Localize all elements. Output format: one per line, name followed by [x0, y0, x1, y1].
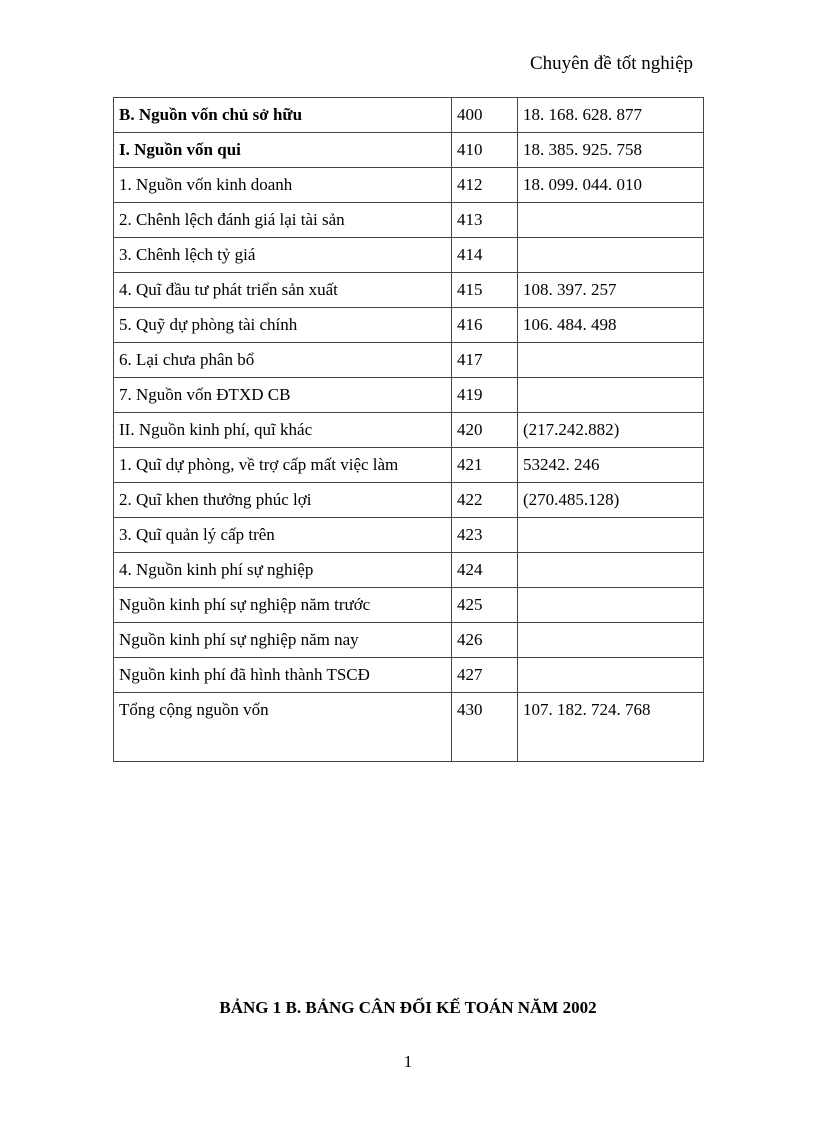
- page-number: 1: [403, 1052, 413, 1071]
- row-label: II. Nguồn kinh phí, quĩ khác: [114, 413, 452, 448]
- table-body: [114, 98, 704, 762]
- table-row: [114, 168, 704, 203]
- balance-sheet-table: [113, 97, 704, 762]
- table-row: [114, 588, 704, 623]
- row-value: 108. 397. 257: [518, 273, 704, 308]
- row-value: 107. 182. 724. 768: [518, 693, 704, 762]
- row-value: [518, 658, 704, 693]
- row-value: 53242. 246: [518, 448, 704, 483]
- row-code: 420: [452, 413, 518, 448]
- row-code: 430: [452, 693, 518, 762]
- table-row: [114, 658, 704, 693]
- row-label: 1. Quĩ dự phòng, về trợ cấp mất việc làm: [114, 448, 452, 483]
- table-row: [114, 483, 704, 518]
- row-code: 413: [452, 203, 518, 238]
- table-row: [114, 448, 704, 483]
- row-code: 423: [452, 518, 518, 553]
- row-label: Nguồn kinh phí sự nghiệp năm nay: [114, 623, 452, 658]
- table-row: [114, 553, 704, 588]
- row-code: 417: [452, 343, 518, 378]
- row-value: [518, 553, 704, 588]
- row-code: 414: [452, 238, 518, 273]
- row-label: Nguồn kinh phí sự nghiệp năm trước: [114, 588, 452, 623]
- table-row: [114, 203, 704, 238]
- row-label: 6. Lại chưa phân bổ: [114, 343, 452, 378]
- row-label: 4. Quĩ đầu tư phát triển sản xuất: [114, 273, 452, 308]
- row-code: 424: [452, 553, 518, 588]
- row-value: 106. 484. 498: [518, 308, 704, 343]
- row-code: 427: [452, 658, 518, 693]
- row-label: Tổng cộng nguồn vốn: [114, 693, 452, 762]
- row-code: 426: [452, 623, 518, 658]
- row-value: [518, 238, 704, 273]
- table-caption: BẢNG 1 B. BẢNG CÂN ĐỐI KẾ TOÁN NĂM 2002: [219, 998, 597, 1017]
- row-value: [518, 203, 704, 238]
- row-code: 416: [452, 308, 518, 343]
- table-row: [114, 238, 704, 273]
- row-label: 2. Chênh lệch đánh giá lại tài sản: [114, 203, 452, 238]
- row-value: 18. 099. 044. 010: [518, 168, 704, 203]
- table-row: [114, 343, 704, 378]
- row-label: 5. Quỹ dự phòng tài chính: [114, 308, 452, 343]
- table-row: [114, 98, 704, 133]
- row-value: 18. 168. 628. 877: [518, 98, 704, 133]
- row-label: B. Nguồn vốn chủ sở hữu: [114, 98, 452, 133]
- table-row: [114, 518, 704, 553]
- row-label: 2. Quĩ khen thưởng phúc lợi: [114, 483, 452, 518]
- row-value: [518, 343, 704, 378]
- row-value: (217.242.882): [518, 413, 704, 448]
- row-value: 18. 385. 925. 758: [518, 133, 704, 168]
- row-code: 419: [452, 378, 518, 413]
- table-row: [114, 378, 704, 413]
- table-row: [114, 273, 704, 308]
- table-row: [114, 623, 704, 658]
- row-value: [518, 518, 704, 553]
- table-row: [114, 413, 704, 448]
- row-code: 421: [452, 448, 518, 483]
- row-value: (270.485.128): [518, 483, 704, 518]
- row-code: 412: [452, 168, 518, 203]
- row-value: [518, 623, 704, 658]
- table-row: [114, 693, 704, 762]
- table-row: [114, 133, 704, 168]
- row-label: 3. Chênh lệch tỷ giá: [114, 238, 452, 273]
- row-code: 415: [452, 273, 518, 308]
- row-code: 410: [452, 133, 518, 168]
- row-code: 400: [452, 98, 518, 133]
- row-label: 4. Nguồn kinh phí sự nghiệp: [114, 553, 452, 588]
- table-row: [114, 308, 704, 343]
- row-label: 1. Nguồn vốn kinh doanh: [114, 168, 452, 203]
- row-label: 3. Quĩ quản lý cấp trên: [114, 518, 452, 553]
- row-value: [518, 588, 704, 623]
- running-header: Chuyên đề tốt nghiệp: [529, 53, 693, 74]
- row-label: I. Nguồn vốn qui: [114, 133, 452, 168]
- row-value: [518, 378, 704, 413]
- row-label: 7. Nguồn vốn ĐTXD CB: [114, 378, 452, 413]
- row-code: 425: [452, 588, 518, 623]
- row-code: 422: [452, 483, 518, 518]
- row-label: Nguồn kinh phí đã hình thành TSCĐ: [114, 658, 452, 693]
